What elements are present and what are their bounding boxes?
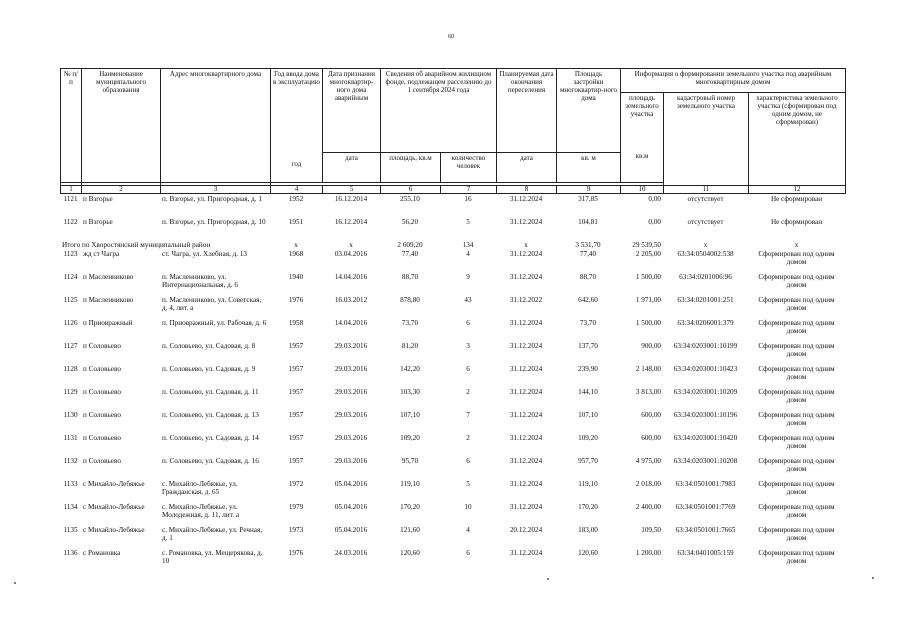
address-cell: п. Соловьево, ул. Садовая, д. 9 <box>162 365 256 373</box>
column-number: 1 <box>61 186 82 194</box>
address-cell: п. Соловьево, ул. Садовая, д. 11 <box>162 388 259 396</box>
table-row <box>60 388 845 411</box>
total-emergency-date: х <box>349 241 353 249</box>
resettlement-date-cell: 31.12.2024 <box>509 365 543 373</box>
residents-count-cell: 5 <box>466 480 470 488</box>
building-area-cell: 239,90 <box>578 365 598 373</box>
cadastral-number-cell: 63:34:0203001:10423 <box>673 365 738 373</box>
row-number-cell: 1125 <box>63 296 78 304</box>
cadastral-number-cell: 63:34:0501001:7983 <box>675 480 736 488</box>
building-area-cell: 144,10 <box>578 388 598 396</box>
header-col-5: Дата признания многоквартир-ного дома аварийным <box>323 69 381 153</box>
emergency-area-cell: 107,10 <box>400 411 420 419</box>
municipality-cell: п Приовражный <box>83 319 133 327</box>
emergency-date-cell: 29.03.2016 <box>334 411 368 419</box>
building-area-cell: 107,10 <box>578 411 598 419</box>
header-unit-5: дата <box>323 153 381 183</box>
address-cell: п. Соловьево, ул. Садовая, д. 14 <box>162 434 259 442</box>
emergency-area-cell: 170,20 <box>400 503 420 511</box>
residents-count-cell: 6 <box>466 549 470 557</box>
year-built-cell: 1957 <box>288 388 304 396</box>
resettlement-date-cell: 31.12.2024 <box>509 342 543 350</box>
row-number-cell: 1135 <box>63 526 78 534</box>
emergency-area-cell: 878,80 <box>400 296 420 304</box>
emergency-date-cell: 05.04.2016 <box>334 503 368 511</box>
column-number: 2 <box>82 186 161 194</box>
resettlement-date-cell: 31.12.2024 <box>509 273 543 281</box>
building-area-cell: 73,70 <box>579 319 597 327</box>
resettlement-date-cell: 31.12.2024 <box>509 411 543 419</box>
emergency-date-cell: 16.03.2012 <box>334 296 368 304</box>
year-built-cell: 1957 <box>288 457 304 465</box>
header-col-11: кадастровый номер земельного участка <box>664 93 749 186</box>
table-row <box>60 526 845 549</box>
row-number-cell: 1130 <box>63 411 78 419</box>
address-cell: п. Приовражный, ул. Рабочая, д. 6 <box>162 319 267 327</box>
total-row <box>60 241 845 250</box>
emergency-date-cell: 05.04.2016 <box>334 526 368 534</box>
row-number-cell: 1129 <box>63 388 78 396</box>
table-row <box>60 480 845 503</box>
emergency-area-cell: 56,20 <box>401 218 419 226</box>
column-number: 4 <box>271 186 323 194</box>
resettlement-date-cell: 31.12.2024 <box>509 319 543 327</box>
column-number: 8 <box>497 186 557 194</box>
land-status-cell: Сформирован под одним домом <box>758 503 835 519</box>
address-cell: п. Взгорье, ул. Пригородная, д. 1 <box>162 195 262 203</box>
header-col-2: Наименование муниципального образования <box>82 69 161 183</box>
municipality-cell: п Взгорье <box>83 218 113 226</box>
building-area-cell: 642,60 <box>578 296 598 304</box>
building-area-cell: 137,70 <box>578 342 598 350</box>
cadastral-number-cell: 63:34:0203001:10199 <box>673 342 738 350</box>
residents-count-cell: 6 <box>466 319 470 327</box>
land-area-cell: 1 500,00 <box>635 319 661 327</box>
cadastral-number-cell: 63:34:0401005:159 <box>677 549 734 557</box>
cadastral-number-cell: отсутствует <box>687 195 724 203</box>
resettlement-date-cell: 31.12.2024 <box>509 480 543 488</box>
land-status-cell: Сформирован под одним домом <box>758 250 835 266</box>
emergency-area-cell: 120,60 <box>400 549 420 557</box>
resettlement-date-cell: 31.12.2024 <box>509 218 543 226</box>
cadastral-number-cell: 63:34:0501001:7769 <box>675 503 736 511</box>
header-col-9: Площадь застройки многоквартир-ного дома <box>557 69 621 153</box>
emergency-date-cell: 14.04.2016 <box>334 273 368 281</box>
address-cell: п. Взгорье, ул. Пригородная, д. 10 <box>162 218 266 226</box>
building-area-cell: 77,40 <box>579 250 597 258</box>
resettlement-date-cell: 31.12.2024 <box>509 503 543 511</box>
table-row <box>60 342 845 365</box>
building-area-cell: 119,10 <box>578 480 598 488</box>
residents-count-cell: 4 <box>466 526 470 534</box>
emergency-date-cell: 03.04.2016 <box>334 250 368 258</box>
cadastral-number-cell: 63:34:0504002:538 <box>677 250 734 258</box>
row-number-cell: 1126 <box>63 319 78 327</box>
residents-count-cell: 9 <box>466 273 470 281</box>
emergency-area-cell: 81,20 <box>401 342 419 350</box>
year-built-cell: 1951 <box>288 218 304 226</box>
address-cell: с. Романовка, ул. Мещерякова, д. 10 <box>162 549 263 565</box>
building-area-cell: 317,85 <box>578 195 598 203</box>
land-area-cell: 1 200,00 <box>635 549 661 557</box>
header-col-3: Адрес многоквартирного дома <box>161 69 271 183</box>
municipality-cell: с Михайло-Лебяжье <box>83 526 145 534</box>
table-header <box>60 68 846 194</box>
municipality-cell: п Взгорье <box>83 195 113 203</box>
residents-count-cell: 6 <box>466 457 470 465</box>
land-area-cell: 1 971,00 <box>635 296 661 304</box>
emergency-date-cell: 05.04.2016 <box>334 480 368 488</box>
land-area-cell: 109,50 <box>641 526 661 534</box>
header-unit-6: площадь, кв.м <box>381 153 441 183</box>
building-area-cell: 104,81 <box>578 218 598 226</box>
year-built-cell: 1973 <box>288 526 304 534</box>
building-area-cell: 120,60 <box>578 549 598 557</box>
total-year-built: х <box>294 241 298 249</box>
resettlement-date-cell: 20.12.2024 <box>509 526 543 534</box>
cadastral-number-cell: 63:34:0203001:10208 <box>673 457 738 465</box>
emergency-area-cell: 121,60 <box>400 526 420 534</box>
resettlement-date-cell: 31.12.2024 <box>509 250 543 258</box>
year-built-cell: 1976 <box>288 296 304 304</box>
land-status-cell: Сформирован под одним домом <box>758 480 835 496</box>
header-group-10-12: Информация о формировании земельного участка под аварийным многоквартирным домом <box>621 69 846 93</box>
resettlement-date-cell: 31.12.2022 <box>509 296 543 304</box>
row-number-cell: 1124 <box>63 273 78 281</box>
land-status-cell: Сформирован под одним домом <box>758 457 835 473</box>
year-built-cell: 1958 <box>288 319 304 327</box>
emergency-area-cell: 77,40 <box>401 250 419 258</box>
residents-count-cell: 5 <box>466 218 470 226</box>
municipality-cell: п Соловьево <box>83 365 121 373</box>
address-cell: п. Соловьево, ул. Садовая, д. 8 <box>162 342 256 350</box>
year-built-cell: 1957 <box>288 365 304 373</box>
table-row <box>60 218 845 241</box>
year-built-cell: 1957 <box>288 342 304 350</box>
address-cell: п. Масленниково, ул. Интернациональная, д. 6 <box>162 273 239 289</box>
emergency-date-cell: 29.03.2016 <box>334 365 368 373</box>
emergency-date-cell: 29.03.2016 <box>334 388 368 396</box>
cadastral-number-cell: отсутствует <box>687 218 724 226</box>
land-area-cell: 3 813,00 <box>635 388 661 396</box>
year-built-cell: 1968 <box>288 250 304 258</box>
land-status-cell: Сформирован под одним домом <box>758 388 835 404</box>
emergency-area-cell: 142,20 <box>400 365 420 373</box>
municipality-cell: п Масленниково <box>83 273 134 281</box>
header-unit-7: количество человек <box>441 153 497 183</box>
land-status-cell: Сформирован под одним домом <box>758 549 835 565</box>
land-area-cell: 1 500,00 <box>635 273 661 281</box>
resettlement-date-cell: 31.12.2024 <box>509 434 543 442</box>
scan-mark <box>872 577 874 579</box>
building-area-cell: 957,70 <box>578 457 598 465</box>
emergency-area-cell: 119,10 <box>400 480 420 488</box>
table-row <box>60 365 845 388</box>
header-unit-10: кв.м <box>635 152 649 160</box>
table-row <box>60 411 845 434</box>
land-status-cell: Сформирован под одним домом <box>758 273 835 289</box>
land-status-cell: Сформирован под одним домом <box>758 342 835 358</box>
header-unit-9: кв. м <box>557 153 621 183</box>
resettlement-date-cell: 31.12.2024 <box>509 549 543 557</box>
table-row <box>60 296 845 319</box>
land-area-cell: 0,00 <box>648 195 661 203</box>
residents-count-cell: 10 <box>464 503 472 511</box>
residents-count-cell: 2 <box>466 434 470 442</box>
scan-mark <box>14 582 16 584</box>
row-number-cell: 1121 <box>63 195 78 203</box>
emergency-date-cell: 16.12.2014 <box>334 218 368 226</box>
resettlement-date-cell: 31.12.2024 <box>509 388 543 396</box>
emergency-area-cell: 109,20 <box>400 434 420 442</box>
header-col-12: характеристика земельного участка (сформирован под одним домом, не сформирован) <box>749 93 846 186</box>
emergency-area-cell: 255,10 <box>400 195 420 203</box>
column-number: 7 <box>441 186 497 194</box>
page-number: 60 <box>448 34 454 40</box>
year-built-cell: 1952 <box>288 195 304 203</box>
emergency-date-cell: 24.03.2016 <box>334 549 368 557</box>
emergency-date-cell: 29.03.2016 <box>334 434 368 442</box>
row-number-cell: 1132 <box>63 457 78 465</box>
column-number: 3 <box>161 186 271 194</box>
cadastral-number-cell: 63:34:0203001:10420 <box>673 434 738 442</box>
table-row <box>60 549 845 572</box>
year-built-cell: 1976 <box>288 549 304 557</box>
scan-mark <box>547 578 549 580</box>
municipality-cell: с Михайло-Лебяжье <box>83 480 145 488</box>
land-status-cell: Сформирован под одним домом <box>758 526 835 542</box>
address-cell: с. Михайло-Лебяжье, ул. Речная, д. 1 <box>162 526 263 542</box>
table-row <box>60 434 845 457</box>
address-cell: с. Михайло-Лебяжье, ул. Гражданская, д. 65 <box>162 480 238 496</box>
year-built-cell: 1972 <box>288 480 304 488</box>
municipality-cell: п Соловьево <box>83 342 121 350</box>
land-status-cell: Сформирован под одним домом <box>758 411 835 427</box>
building-area-cell: 109,20 <box>578 434 598 442</box>
row-number-cell: 1134 <box>63 503 78 511</box>
municipality-cell: п Масленниково <box>83 296 134 304</box>
land-status-cell: Не сформирован <box>770 218 823 226</box>
land-area-cell: 600,00 <box>641 411 661 419</box>
residents-count-cell: 3 <box>466 342 470 350</box>
building-area-cell: 88,70 <box>579 273 597 281</box>
total-land-area: 29 539,50 <box>632 241 661 249</box>
header-col-4: Год ввода дома в эксплуатацию год <box>271 69 323 183</box>
column-number: 5 <box>323 186 381 194</box>
resettlement-date-cell: 31.12.2024 <box>509 195 543 203</box>
total-emergency-area: 2 609,20 <box>397 241 423 249</box>
row-number-cell: 1127 <box>63 342 78 350</box>
land-status-cell: Сформирован под одним домом <box>758 319 835 335</box>
residents-count-cell: 43 <box>464 296 472 304</box>
header-unit-4: год <box>291 160 302 168</box>
residents-count-cell: 6 <box>466 365 470 373</box>
row-number-cell: 1136 <box>63 549 78 557</box>
residents-count-cell: 4 <box>466 250 470 258</box>
address-cell: ст. Чагра, ул. Хлебная, д. 13 <box>162 250 248 258</box>
municipality-cell: п Соловьево <box>83 388 121 396</box>
residents-count-cell: 7 <box>466 411 470 419</box>
row-number-cell: 1131 <box>63 434 78 442</box>
total-residents-count: 134 <box>462 241 474 249</box>
emergency-area-cell: 95,70 <box>401 457 419 465</box>
emergency-area-cell: 88,70 <box>401 273 419 281</box>
emergency-date-cell: 14.04.2016 <box>334 319 368 327</box>
municipality-cell: с Романовка <box>83 549 121 557</box>
column-number: 9 <box>557 186 621 194</box>
municipality-cell: п Соловьево <box>83 434 121 442</box>
table-row <box>60 503 845 526</box>
emergency-date-cell: 29.03.2016 <box>334 457 368 465</box>
column-number: 6 <box>381 186 441 194</box>
column-number: 11 <box>664 186 749 194</box>
table-row <box>60 195 845 218</box>
header-col-10: площадь земельного участка кв.м <box>621 93 664 183</box>
header-col-1: № п/п <box>61 69 82 183</box>
land-area-cell: 2 148,00 <box>635 365 661 373</box>
address-cell: п. Соловьево, ул. Садовая, д. 13 <box>162 411 259 419</box>
address-cell: п. Масленниково, ул. Советская, д. 4, лит. а <box>162 296 262 312</box>
row-number-cell: 1122 <box>63 218 78 226</box>
emergency-date-cell: 16.12.2014 <box>334 195 368 203</box>
building-area-cell: 170,20 <box>578 503 598 511</box>
year-built-cell: 1957 <box>288 411 304 419</box>
land-area-cell: 2 205,00 <box>635 250 661 258</box>
land-area-cell: 600,00 <box>641 434 661 442</box>
emergency-date-cell: 29.03.2016 <box>334 342 368 350</box>
header-col-8: Планируемая дата окончания переселения <box>497 69 557 153</box>
address-cell: с. Михайло-Лебяжье, ул. Молодежная, д. 11, лит. а <box>162 503 240 519</box>
cadastral-number-cell: 63:34:0203001:10209 <box>673 388 738 396</box>
year-built-cell: 1957 <box>288 434 304 442</box>
year-built-cell: 1940 <box>288 273 304 281</box>
total-land-status: х <box>794 241 799 249</box>
total-building-area: 3 531,70 <box>575 241 601 249</box>
land-area-cell: 4 975,00 <box>635 457 661 465</box>
land-status-cell: Сформирован под одним домом <box>758 365 835 381</box>
land-status-cell: Не сформирован <box>770 195 823 203</box>
column-number: 10 <box>621 186 664 194</box>
land-area-cell: 2 018,00 <box>635 480 661 488</box>
table-row <box>60 319 845 342</box>
municipality-cell: с Михайло-Лебяжье <box>83 503 145 511</box>
total-label: Итого по Хворостянский муниципальный район <box>62 241 211 249</box>
row-number-cell: 1133 <box>63 480 78 488</box>
column-numbers-row <box>61 186 846 194</box>
cadastral-number-cell: 63:34:0206001:379 <box>677 319 734 327</box>
data-table <box>60 195 845 572</box>
cadastral-number-cell: 63:34:0501001:7665 <box>675 526 736 534</box>
address-cell: п. Соловьево, ул. Садовая, д. 16 <box>162 457 259 465</box>
emergency-area-cell: 73,70 <box>401 319 419 327</box>
table-row <box>60 457 845 480</box>
total-resettlement-date: х <box>524 241 528 249</box>
building-area-cell: 183,00 <box>578 526 598 534</box>
table-row <box>60 250 845 273</box>
column-number: 12 <box>749 186 846 194</box>
residents-count-cell: 16 <box>464 195 472 203</box>
cadastral-number-cell: 63:34:0201001:251 <box>677 296 734 304</box>
header-unit-8: дата <box>497 153 557 183</box>
row-number-cell: 1128 <box>63 365 78 373</box>
residents-count-cell: 2 <box>466 388 470 396</box>
row-number-cell: 1123 <box>63 250 78 258</box>
header-group-6-7: Сведения об аварийном жилищном фонде, подлежащем расселению до 1 сентября 2024 года <box>381 69 497 153</box>
cadastral-number-cell: 63:34:0203001:10196 <box>673 411 738 419</box>
cadastral-number-cell: 63:34:0201006:96 <box>679 273 732 281</box>
year-built-cell: 1979 <box>288 503 304 511</box>
land-status-cell: Сформирован под одним домом <box>758 434 835 450</box>
emergency-area-cell: 103,30 <box>400 388 420 396</box>
municipality-cell: п Соловьево <box>83 457 121 465</box>
land-status-cell: Сформирован под одним домом <box>758 296 835 312</box>
municipality-cell: жд ст Чагра <box>83 250 120 258</box>
table-row <box>60 273 845 296</box>
land-area-cell: 2 400,00 <box>635 503 661 511</box>
land-area-cell: 900,00 <box>641 342 661 350</box>
land-area-cell: 0,00 <box>648 218 661 226</box>
resettlement-date-cell: 31.12.2024 <box>509 457 543 465</box>
total-cadastral-number: х <box>703 241 708 249</box>
municipality-cell: п Соловьево <box>83 411 121 419</box>
